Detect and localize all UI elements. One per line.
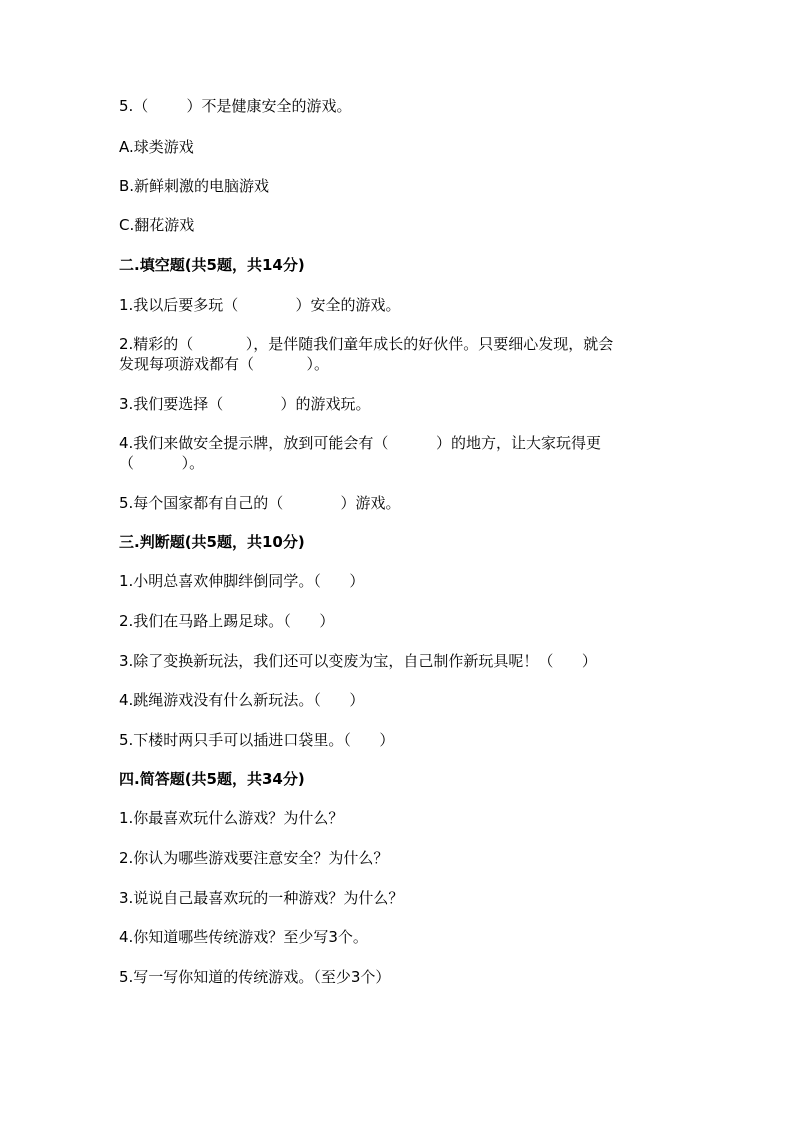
fill-question-4: 4.我们来做安全提示牌，放到可能会有（ ）的地方，让大家玩得更 xyxy=(119,434,601,452)
choice-option-a: A.球类游戏 xyxy=(119,138,194,156)
judge-question-1: 1.小明总喜欢伸脚绊倒同学。（ ） xyxy=(119,572,365,590)
judge-section-heading: 三.判断题(共5题，共10分) xyxy=(119,533,305,551)
short-answer-question-1: 1.你最喜欢玩什么游戏？为什么？ xyxy=(119,809,344,827)
judge-question-2: 2.我们在马路上踢足球。（ ） xyxy=(119,612,335,630)
judge-question-3: 3.除了变换新玩法，我们还可以变废为宝，自己制作新玩具呢！（ ） xyxy=(119,652,597,670)
choice-option-b: B.新鲜刺激的电脑游戏 xyxy=(119,177,270,195)
short-answer-section-heading: 四.简答题(共5题，共34分) xyxy=(119,770,305,788)
fill-question-2: 2.精彩的（ ），是伴随我们童年成长的好伙伴。只要细心发现，就会 xyxy=(119,335,614,353)
choice-option-c: C.翻花游戏 xyxy=(119,216,195,234)
short-answer-question-5: 5.写一写你知道的传统游戏。（至少3个） xyxy=(119,968,391,986)
short-answer-question-2: 2.你认为哪些游戏要注意安全？为什么？ xyxy=(119,849,389,867)
judge-question-5: 5.下楼时两只手可以插进口袋里。（ ） xyxy=(119,731,395,749)
fill-question-1: 1.我以后要多玩（ ）安全的游戏。 xyxy=(119,296,401,314)
judge-question-4: 4.跳绳游戏没有什么新玩法。（ ） xyxy=(119,691,365,709)
fill-question-5: 5.每个国家都有自己的（ ）游戏。 xyxy=(119,494,401,512)
fill-question-2-continued: 发现每项游戏都有（ ）。 xyxy=(119,355,329,373)
choice-question-5: 5.（ ）不是健康安全的游戏。 xyxy=(119,97,352,115)
fill-question-4-continued: （ ）。 xyxy=(119,454,205,472)
fill-section-heading: 二.填空题(共5题，共14分) xyxy=(119,256,305,274)
short-answer-question-4: 4.你知道哪些传统游戏？至少写3个。 xyxy=(119,928,368,946)
fill-question-3: 3.我们要选择（ ）的游戏玩。 xyxy=(119,395,371,413)
short-answer-question-3: 3.说说自己最喜欢玩的一种游戏？为什么？ xyxy=(119,889,404,907)
